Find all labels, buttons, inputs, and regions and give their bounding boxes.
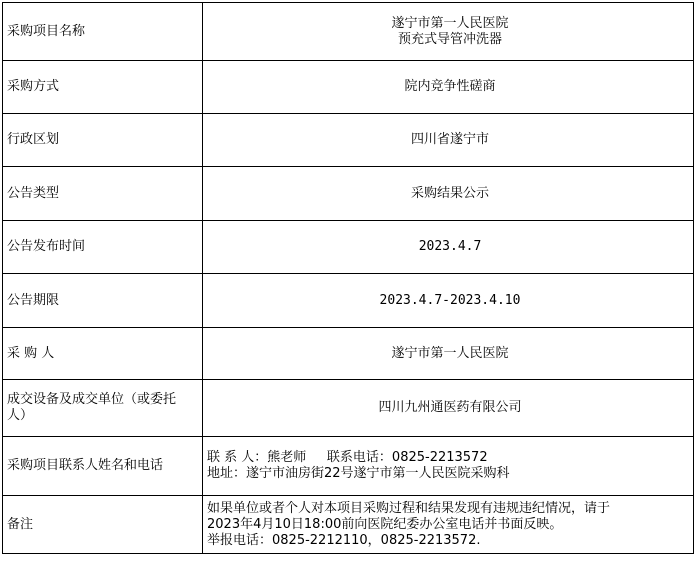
row-label-remarks: 备注 bbox=[3, 496, 203, 554]
row-label-publish-date: 公告发布时间 bbox=[3, 221, 203, 274]
remarks-line-1: 如果单位或者个人对本项目采购过程和结果发现有违规违纪情况，请于 bbox=[207, 500, 611, 516]
row-label-winning-bidder bbox=[3, 380, 203, 437]
remarks-line-3: 举报电话：0825-2212110，0825-2213572. bbox=[207, 532, 481, 548]
row-label-region: 行政区划 bbox=[3, 114, 203, 167]
row-label-purchaser: 采 购 人 bbox=[3, 328, 203, 380]
row-value-notice-period: 2023.4.7-2023.4.10 bbox=[203, 274, 694, 328]
row-value-project-name bbox=[203, 3, 694, 61]
row-label-project-name: 采购项目名称 bbox=[3, 3, 203, 61]
table-row bbox=[3, 3, 694, 61]
table-row bbox=[3, 496, 694, 554]
row-value-region: 四川省遂宁市 bbox=[203, 114, 694, 167]
row-value-purchaser: 遂宁市第一人民医院 bbox=[203, 328, 694, 380]
row-value-winning-bidder: 四川九州通医药有限公司 bbox=[203, 380, 694, 437]
table-row bbox=[3, 167, 694, 221]
table-row bbox=[3, 221, 694, 274]
table-row bbox=[3, 328, 694, 380]
row-value-publish-date: 2023.4.7 bbox=[203, 221, 694, 274]
row-value-notice-type: 采购结果公示 bbox=[203, 167, 694, 221]
project-name-line-1: 遂宁市第一人民医院 bbox=[391, 15, 509, 31]
contact-person-line: 联 系 人：熊老师 联系电话：0825-2213572 bbox=[207, 450, 488, 465]
table-row bbox=[3, 274, 694, 328]
table-row bbox=[3, 380, 694, 437]
row-label-notice-period: 公告期限 bbox=[3, 274, 203, 328]
winning-bidder-label-text: 成交设备及成交单位（或委托人） bbox=[7, 392, 177, 423]
row-label-notice-type: 公告类型 bbox=[3, 167, 203, 221]
remarks-line-2: 2023年4月10日18:00前向医院纪委办公室电话并书面反映。 bbox=[207, 516, 563, 532]
table-row bbox=[3, 437, 694, 496]
procurement-result-table bbox=[2, 2, 694, 554]
row-value-contact bbox=[203, 437, 694, 496]
project-name-line-2: 预充式导管冲洗器 bbox=[397, 31, 502, 47]
row-value-procurement-method: 院内竞争性磋商 bbox=[203, 61, 694, 114]
row-label-contact: 采购项目联系人姓名和电话 bbox=[3, 437, 203, 496]
row-value-remarks bbox=[203, 496, 694, 554]
table-row bbox=[3, 61, 694, 114]
table-row bbox=[3, 114, 694, 167]
row-label-procurement-method: 采购方式 bbox=[3, 61, 203, 114]
contact-address-line: 地址：遂宁市油房街22号遂宁市第一人民医院采购科 bbox=[207, 466, 510, 481]
